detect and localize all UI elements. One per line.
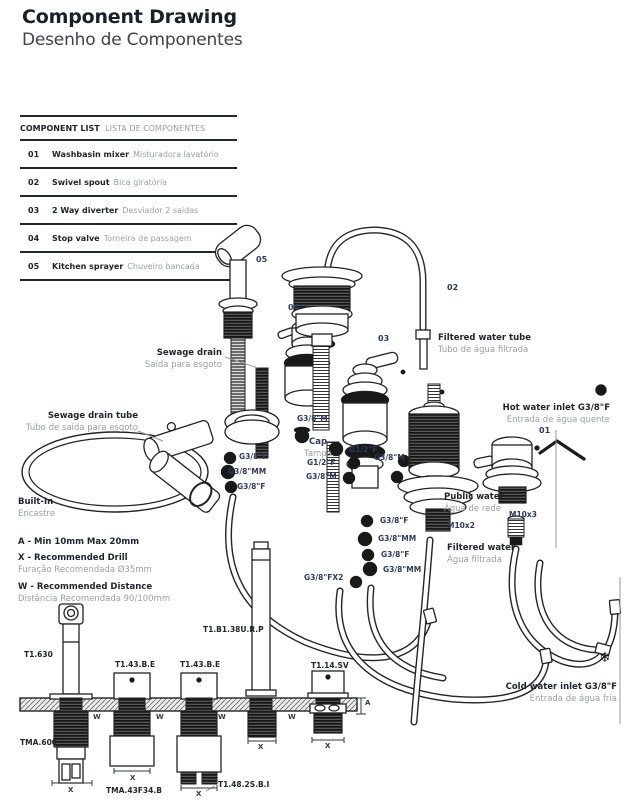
hot-indicator-dot [596,385,607,396]
fitting-label: G3/8"F [239,452,268,461]
dim-x: X [258,743,264,751]
dim-x: X [68,786,74,794]
dim-w: W [218,713,226,721]
fixture-spout-section [246,542,276,744]
dim-x: X [130,774,136,782]
dim-w: W [288,713,296,721]
fitting-label: G3/8"F [380,516,409,525]
item-name-pt: Torneira de passagem [103,234,192,243]
fitting-label: G3/8"MM [378,534,417,543]
note-a: A - Min 10mm Max 20mm [18,537,140,547]
fitting-label: G3/8"F [381,550,410,559]
filter-cartridge-part [409,384,459,486]
item-number: 02 [28,178,40,187]
dim-x: X [196,790,202,798]
item-name-pt: Desviador 2 saídas [122,206,199,215]
page-subtitle: Desenho de Componentes [22,30,243,50]
model-code: T1.630 [24,650,53,659]
fitting-label: G3/8"M [374,453,405,462]
dim-a: A [365,699,371,707]
callout-cap: Cap Tampa [304,437,332,459]
fixture-valve-section-2 [177,673,221,791]
m10-adapter-part [508,516,524,545]
model-code: T1.48.2S.B.I [218,780,270,789]
item-name-en: Washbasin mixer [52,150,130,159]
item-number: 03 [28,206,40,215]
model-code: T1.43.B.E [115,660,156,669]
fixture-sprayer-section [50,604,92,786]
fitting-label: G3/8"FX2 [304,573,344,582]
item-number: 04 [28,234,40,243]
part-number-03: 03 [378,334,390,343]
fitting-label: G3/8"MM [383,565,422,574]
callout-sewage-drain-tube: Sewage drain tube Tubo de saída para esgoto [25,411,138,433]
fixture-valve-section-1 [110,673,154,774]
item-name-en: Swivel spout [52,178,110,187]
model-code: TMA.43F34.B [106,786,162,795]
fitting-label: M10x3 [509,510,537,519]
cold-snowflake-icon: ❄ [599,650,611,666]
component-list-title-pt: LISTA DE COMPONENTES [105,124,206,133]
item-number: 01 [28,150,40,159]
item-name-pt: Misturadora lavatório [133,150,219,159]
note-x: X - Recommended Drill Furação Recomendada Ø35mm [18,553,152,575]
fixture-stopvalve-section [308,671,348,743]
part-number-01: 01 [539,426,551,435]
page-title: Component Drawing [22,6,237,28]
item-name-en: 2 Way diverter [52,206,119,215]
model-code: T1.B1.38U.R.P [203,625,264,634]
item-number: 05 [28,262,40,271]
callout-cold-water-inlet: Cold water inlet G3/8"F Entrada de água fria [505,682,617,704]
item-name-pt: Chuveiro bancada [127,262,200,271]
note-w: W - Recommended Distance Distância Recomendada 90/100mm [18,582,171,604]
callout-sewage-drain: Sewage drain Saída para esgoto [144,348,222,370]
fitting-label: G1/2"F [307,458,336,467]
dim-w: W [156,713,164,721]
allen-key-icon [540,441,584,459]
dim-x: X [325,742,331,750]
fitting-label: G3/8"MM [228,467,267,476]
callout-built-in: Built-In Encastre [18,497,55,519]
item-name-pt: Bica giratória [113,178,168,187]
fitting-label: G3/8"F [237,482,266,491]
callout-filtered-water-tube: Filtered water tube Tubo de água filtrada [438,333,531,355]
fitting-label: G3/8"M [306,472,337,481]
dim-w: W [93,713,101,721]
model-code: T1.43.B.E [180,660,221,669]
item-name-en: Kitchen sprayer [52,262,124,271]
fitting-label: G3/8"M [297,414,328,423]
part-number-02: 02 [447,283,459,292]
component-list-title-en: COMPONENT LIST [20,124,100,133]
fitting-label: M10x2 [447,521,475,530]
part-number-04: 04 [288,303,300,312]
callout-public-water: Public water Água de rede [444,492,504,514]
callout-hot-water-inlet: Hot water inlet G3/8"F Entrada de água quente [502,403,610,425]
item-name-en: Stop valve [52,234,100,243]
fitting-label: G1/2"F [349,445,378,454]
model-code: T1.14.SV [311,661,349,670]
callout-filtered-water: Filtered water Água filtrada [447,543,516,565]
model-code: TMA.600 [20,738,58,747]
part-number-05: 05 [256,255,268,264]
